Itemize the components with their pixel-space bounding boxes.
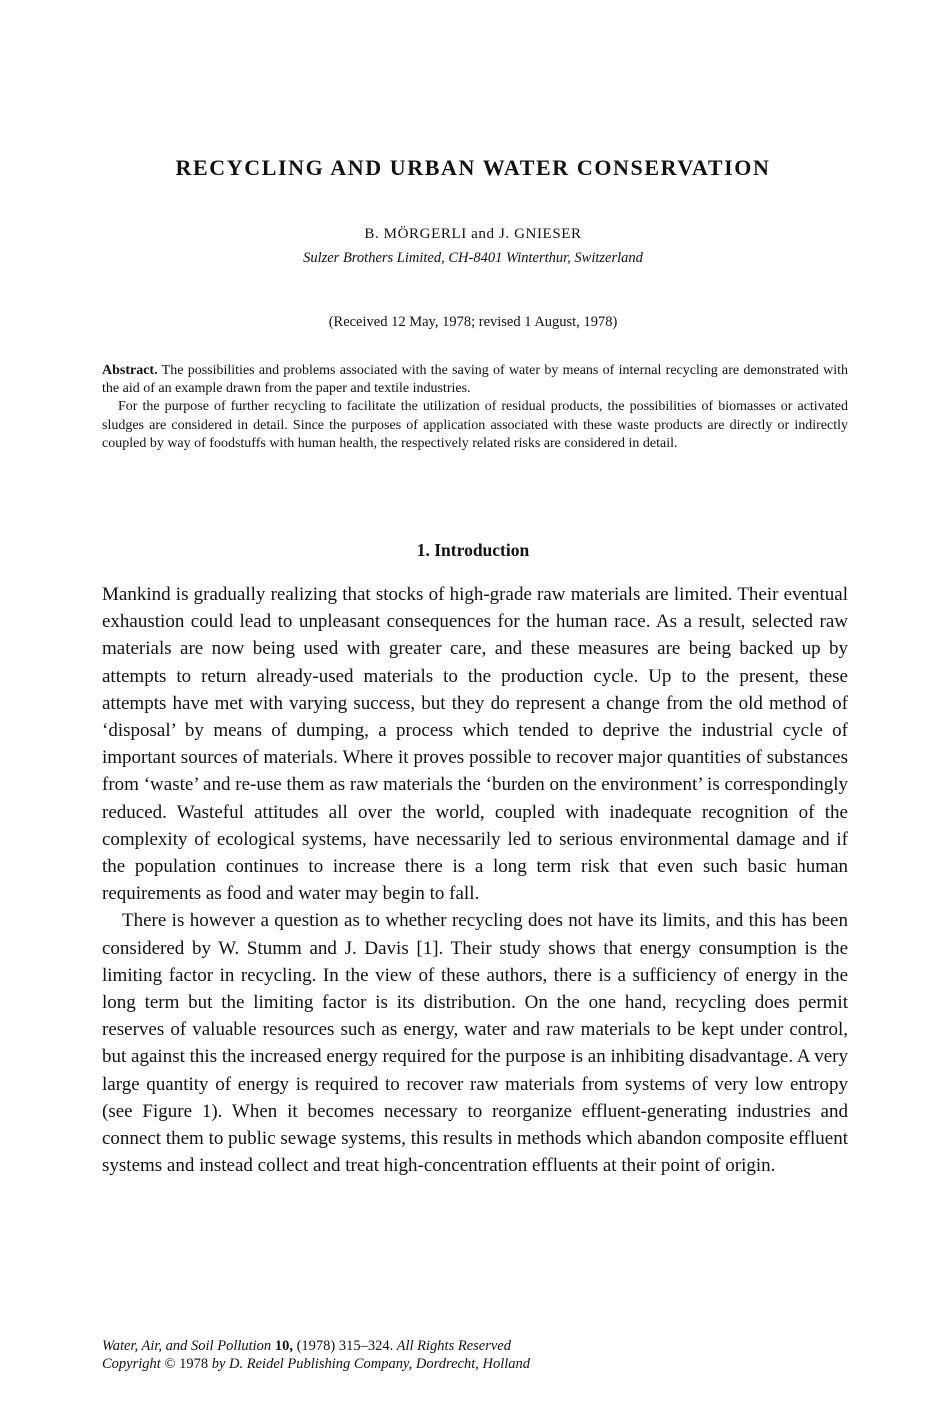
abstract-text-1: The possibilities and problems associated with the saving of water by means of internal recycling are demonstrated with the aid of an example drawn from the paper and textile industries. xyxy=(102,363,849,397)
received-dates: (Received 12 May, 1978; revised 1 August, 1978) xyxy=(328,314,618,330)
citation-line-2 xyxy=(102,1355,848,1373)
author-names: B. MÖRGERLI and J. GNIESER xyxy=(364,226,582,242)
author-affiliation: Sulzer Brothers Limited, CH-8401 Winterthur, Switzerland xyxy=(303,250,643,266)
copyright-label: Copyright xyxy=(102,1356,161,1372)
body-paragraph-2: There is however a question as to whether recycling does not have its limits, and this has been considered by W. Stumm and J. Davis [1]. Their study shows that energy consumption is the limiting factor in recycling. In the view of these authors, there is a sufficiency of energy in the long term but the limiting factor is its distribution. On the one hand, recycling does permit reserves of valuable resources such as energy, water and raw materials to be kept under control, but against this the increased energy required for the purpose is an inhibiting disadvantage. A very large quantity of energy is required to recover raw materials from systems of very low entropy (see Figure 1). When it becomes necessary to reorganize effluent-generating industries and connect them to public sewage systems, this results in methods which abandon composite effluent systems and instead collect and treat high-concentration effluents at their point of origin. xyxy=(102,910,848,1177)
copyright-year: 1978 xyxy=(179,1356,209,1372)
body-text xyxy=(102,581,848,1179)
abstract-block xyxy=(102,362,848,453)
section-heading: 1. Introduction xyxy=(416,540,530,560)
publisher-line: by D. Reidel Publishing Company, Dordrecht, Holland xyxy=(211,1356,531,1372)
copyright-symbol: © xyxy=(164,1356,176,1372)
abstract-paragraph-2: For the purpose of further recycling to facilitate the utilization of residual products, the possibilities of biomasses or activated sludges are considered in detail. Since the purposes of application associated with these waste products are directly or indirectly coupled by way of foodstuffs with human health, the respectively related risks are considered in detail. xyxy=(102,399,848,451)
paper-title: RECYCLING AND URBAN WATER CONSERVATION xyxy=(175,155,771,180)
rights-statement: All Rights Reserved xyxy=(396,1338,511,1354)
abstract-label: Abstract. xyxy=(102,363,158,378)
citation-footer xyxy=(102,1337,848,1373)
abstract-paragraph-1 xyxy=(102,362,848,398)
body-paragraph-1: Mankind is gradually realizing that stocks of high-grade raw materials are limited. Their eventual exhaustion could lead to unpleasant consequences for the human race. As a result, selected raw materials are now being used with greater care, and these measures are being backed up by attempts to return already-used materials to the production cycle. Up to the present, these attempts have met with varying success, but they do represent a change from the old method of ‘disposal’ by means of dumping, a process which tended to deprive the industrial cycle of important sources of materials. Where it proves possible to recover major quantities of substances from ‘waste’ and re-use them as raw materials the ‘burden on the environment’ is correspondingly reduced. Wasteful attitudes all over the world, coupled with inadequate recognition of the complexity of ecological systems, have necessarily led to serious environmental damage and if the population continues to increase there is a long term risk that even such basic human requirements as food and water may begin to fall. xyxy=(102,584,848,905)
volume-number: 10, xyxy=(274,1338,293,1354)
journal-name: Water, Air, and Soil Pollution xyxy=(102,1338,272,1354)
issue-pages: (1978) 315–324. xyxy=(296,1338,394,1354)
citation-line-1 xyxy=(102,1337,848,1355)
